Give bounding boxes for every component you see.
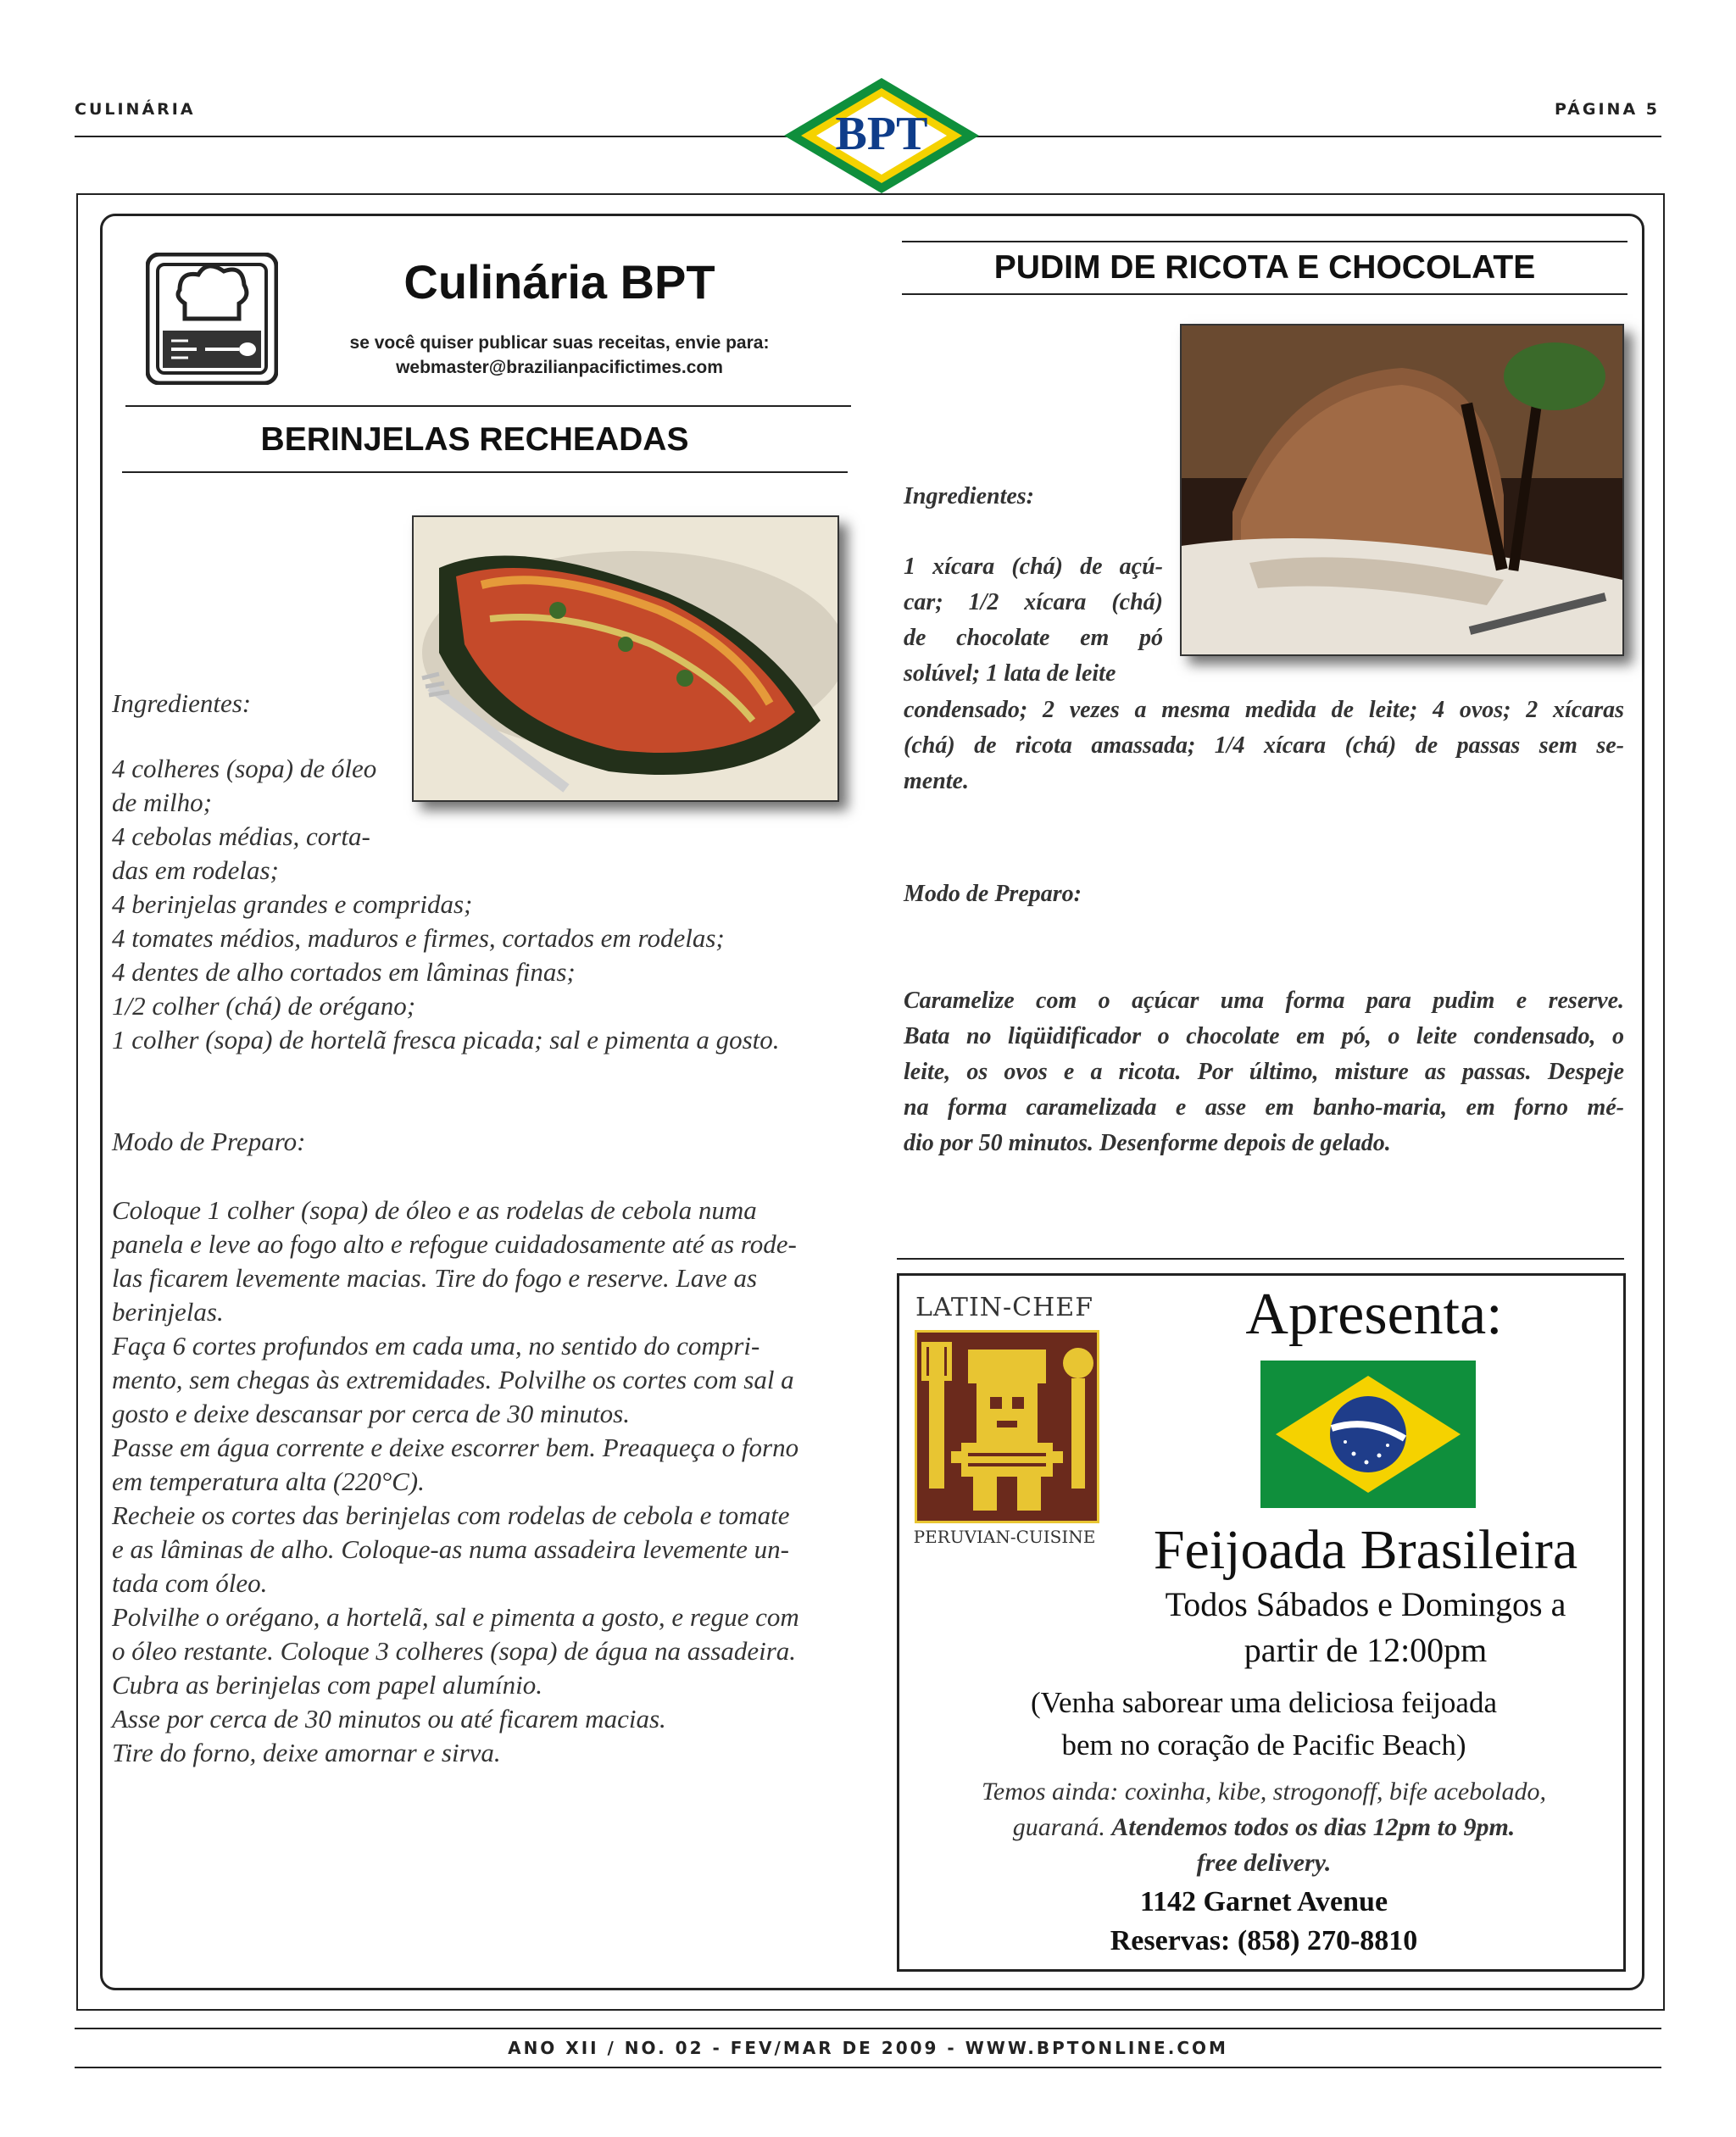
ingredient-line: (chá) de ricota amassada; 1/4 xícara (chá) de passas sem se-	[904, 732, 1624, 759]
pudim-title: PUDIM DE RICOTA E CHOCOLATE	[993, 249, 1536, 286]
chef-icon	[146, 253, 278, 385]
modo-line: leite, os ovos e a ricota. Por último, misture as passas. Despeje	[904, 1059, 1624, 1085]
berinjelas-ingredientes-label: Ingredientes:	[112, 688, 252, 718]
pudim-rule-top	[902, 241, 1628, 242]
modo-line: tada com óleo.	[112, 1568, 268, 1598]
latin-chef-logo-bottom: PERUVIAN-CUISINE	[913, 1527, 1096, 1547]
modo-line: o óleo restante. Coloque 3 colheres (sopa) de água na assadeira.	[112, 1636, 797, 1666]
brazil-flag	[1260, 1361, 1476, 1508]
ingredient-line: de chocolate em pó	[904, 625, 1163, 651]
ingredient-line: 4 tomates médios, maduros e firmes, cortados em rodelas;	[112, 923, 725, 953]
footer-rule-bottom	[75, 2067, 1661, 2068]
culinaria-title: Culinária BPT	[403, 255, 715, 309]
culinaria-email[interactable]: webmaster@brazilianpacifictimes.com	[396, 358, 723, 377]
ingredient-line: solúvel; 1 lata de leite	[904, 660, 1116, 687]
ingredient-line: mente.	[904, 768, 969, 794]
menu-line-2	[916, 1813, 1611, 1842]
pudim-ingredients-narrow	[904, 549, 1163, 692]
berinjelas-title: BERINJELAS RECHEADAS	[260, 421, 689, 458]
berinjelas-modo-text	[112, 1194, 858, 1770]
pudim-rule-bottom	[902, 293, 1628, 295]
bpt-logo-text: BPT	[835, 108, 928, 160]
modo-line: Recheie os cortes das berinjelas com rodelas de cebola e tomate	[112, 1500, 790, 1530]
modo-line: Polvilhe o orégano, a hortelã, sal e pimenta a gosto, e regue com	[112, 1602, 799, 1632]
pudim-modo-text	[904, 983, 1624, 1161]
modo-line: las ficarem levemente macias. Tire do fogo e reserve. Lave as	[112, 1263, 758, 1293]
schedule-line-1: Todos Sábados e Domingos a	[1165, 1585, 1566, 1623]
latin-chef-logo	[911, 1293, 1098, 1555]
ingredient-line: 1/2 colher (chá) de orégano;	[112, 991, 416, 1021]
modo-line: Passe em água corrente e deixe escorrer bem. Preaqueça o forno	[112, 1433, 799, 1462]
ingredient-line: condensado; 2 vezes a mesma medida de leite; 4 ovos; 2 xícaras	[904, 697, 1624, 723]
schedule-line-2: partir de 12:00pm	[1244, 1631, 1488, 1669]
ingredient-line: 1 xícara (chá) de açú-	[904, 554, 1163, 580]
pudim-photo	[1180, 324, 1624, 656]
pudim-ingredients-wide	[904, 693, 1624, 799]
modo-line: Asse por cerca de 30 minutos ou até ficarem macias.	[112, 1704, 666, 1734]
header-rule-left	[75, 136, 795, 137]
header-rule-right	[941, 136, 1661, 137]
modo-line: Cubra as berinjelas com papel alumínio.	[112, 1670, 543, 1700]
ingredient-line: 4 colheres (sopa) de óleo	[112, 754, 377, 783]
ingredient-line: 4 cebolas médias, corta-	[112, 821, 370, 851]
pudim-ingredientes-label: Ingredientes:	[904, 483, 1034, 509]
latin-chef-ad	[897, 1273, 1626, 1972]
invite-line-2: bem no coração de Pacific Beach)	[1061, 1728, 1466, 1761]
ingredient-line: de milho;	[112, 787, 212, 817]
menu-line-1: Temos ainda: coxinha, kibe, strogonoff, bife acebolado,	[981, 1778, 1547, 1806]
berinjelas-ingredients-wide	[112, 888, 858, 1057]
page-number: PÁGINA 5	[1555, 100, 1660, 119]
culinaria-subtitle-1: se você quiser publicar suas receitas, envie para:	[349, 333, 770, 353]
ad-rule-top	[897, 1258, 1624, 1260]
ingredient-line: 4 berinjelas grandes e compridas;	[112, 889, 473, 919]
modo-line: Caramelize com o açúcar uma forma para pudim e reserve.	[904, 988, 1624, 1014]
ingredient-line: 4 dentes de alho cortados em lâminas finas;	[112, 957, 576, 987]
berinjelas-ingredients-narrow	[112, 752, 417, 888]
feijoada-title: Feijoada Brasileira	[1153, 1519, 1578, 1581]
invite-line-1: (Venha saborear uma deliciosa feijoada	[1030, 1686, 1498, 1719]
address: 1142 Garnet Avenue	[1139, 1886, 1388, 1917]
menu-hours: Atendemos todos os dias 12pm to 9pm.	[1111, 1813, 1516, 1841]
ingredient-line: car; 1/2 xícara (chá)	[904, 589, 1163, 615]
berinjelas-rule-bottom	[122, 471, 848, 473]
modo-line: panela e leve ao fogo alto e refogue cuidadosamente até as rode-	[112, 1229, 797, 1259]
berinjela-photo	[412, 515, 839, 802]
modo-line: e as lâminas de alho. Coloque-as numa assadeira levemente un-	[112, 1534, 789, 1564]
footer-text: ANO XII / NO. 02 - FEV/MAR DE 2009 - WWW.BPTONLINE.COM	[508, 2038, 1228, 2058]
modo-line: dio por 50 minutos. Desenforme depois de gelado.	[904, 1130, 1391, 1156]
berinjelas-rule-top	[125, 405, 851, 407]
pudim-modo-label: Modo de Preparo:	[904, 881, 1082, 907]
modo-line: em temperatura alta (220°C).	[112, 1466, 425, 1496]
modo-line: Tire do forno, deixe amornar e sirva.	[112, 1738, 501, 1767]
apresenta-heading: Apresenta:	[1245, 1282, 1503, 1347]
ingredient-line: das em rodelas;	[112, 855, 279, 885]
modo-line: gosto e deixe descansar por cerca de 30 minutos.	[112, 1399, 630, 1428]
modo-line: Faça 6 cortes profundos em cada uma, no sentido do compri-	[112, 1331, 760, 1361]
modo-line: na forma caramelizada e asse em banho-maria, em forno mé-	[904, 1094, 1624, 1121]
bpt-logo	[784, 78, 979, 193]
modo-line: Coloque 1 colher (sopa) de óleo e as rodelas de cebola numa	[112, 1195, 757, 1225]
modo-line: berinjelas.	[112, 1297, 224, 1327]
reservation-phone[interactable]: Reservas: (858) 270-8810	[1110, 1925, 1418, 1956]
ingredient-line: 1 colher (sopa) de hortelã fresca picada; sal e pimenta a gosto.	[112, 1025, 780, 1055]
section-label: CULINÁRIA	[75, 100, 196, 119]
modo-line: Bata no liqüidificador o chocolate em pó, o leite condensado, o	[904, 1023, 1624, 1049]
free-delivery: free delivery.	[1196, 1849, 1332, 1877]
latin-chef-emblem	[915, 1330, 1099, 1523]
berinjelas-modo-label: Modo de Preparo:	[112, 1127, 306, 1156]
menu-guarana: guaraná.	[1012, 1813, 1105, 1841]
footer-rule-top	[75, 2028, 1661, 2029]
modo-line: mento, sem chegas às extremidades. Polvilhe os cortes com sal a	[112, 1365, 794, 1394]
latin-chef-logo-top: LATIN-CHEF	[915, 1293, 1094, 1322]
